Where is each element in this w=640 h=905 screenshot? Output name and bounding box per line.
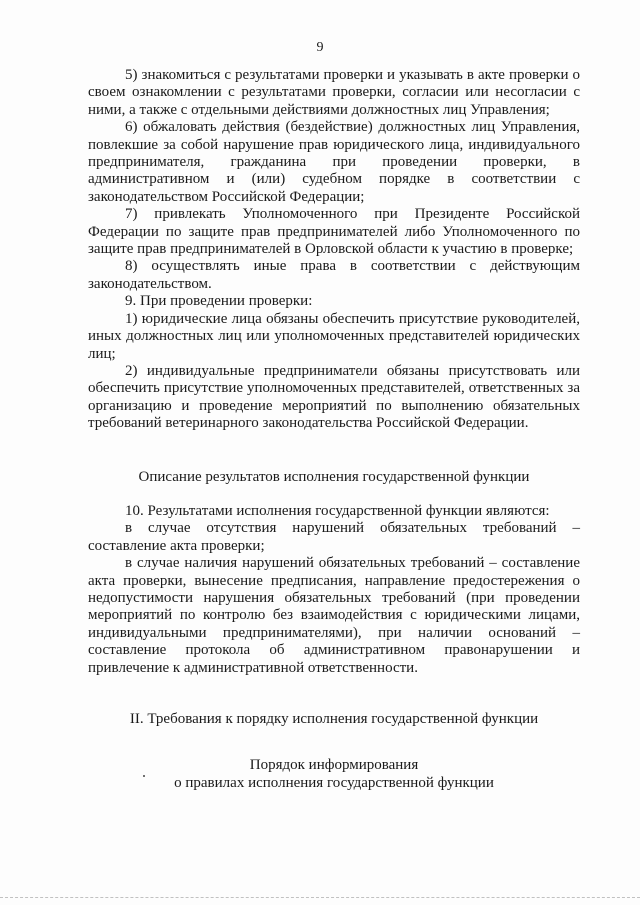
paragraph: 1) юридические лица обязаны обеспечить присутствие руководителей, иных должностных лиц или уполномоченных представителей юридических лиц; <box>88 310 580 362</box>
page-number: 9 <box>316 40 324 55</box>
subsection-heading-line2: о правилах исполнения государственной функции <box>174 774 494 791</box>
paragraph: 6) обжаловать действия (бездействие) должностных лиц Управления, повлекшие за собой нарушение прав юридического лица, индивидуального предпринимателя, гражданина при проведении проверки, в административном и (или) судебном порядке в соответствии с законодательством Российской Федерации; <box>88 119 580 205</box>
paragraph: 9. При проведении проверки: <box>125 293 313 310</box>
paragraph: 8) осуществлять иные права в соответствии с действующим законодательством. <box>88 258 580 292</box>
paragraph: 5) знакомиться с результатами проверки и указывать в акте проверки о своем ознакомлении с результатами проверки, согласии или несогласии с ними, а также с отдельными действиями должностных лиц Управления; <box>88 67 580 118</box>
section-heading-results: Описание результатов исполнения государственной функции <box>138 468 530 485</box>
paragraph: в случае наличия нарушений обязательных требований – составление акта проверки, вынесение предписания, направление предостережения о недопустимости нарушения обязательных требований (при проведении мероприятий по контролю без взаимодействия с юридическими лицами, индивидуальными предпринимателями), при наличии оснований – составление протокола об административном правонарушении и привлечение к административной ответственности. <box>88 555 580 676</box>
subsection-heading-line1: Порядок информирования <box>249 757 419 774</box>
scan-speck <box>143 775 145 777</box>
paragraph: 10. Результатами исполнения государственной функции являются: <box>125 502 550 519</box>
paragraph: 7) привлекать Уполномоченного при Президенте Российской Федерации по защите прав предпринимателей либо Уполномоченного по защите прав предпринимателей в Орловской области к участию в проверке; <box>88 206 580 258</box>
document-body <box>88 67 580 792</box>
paragraph: 2) индивидуальные предприниматели обязаны присутствовать или обеспечить присутствие уполномоченных представителей, ответственных за организацию и проведение мероприятий по выполнению обязательных требований ветеринарного законодательства Российской Федерации. <box>88 362 580 432</box>
paragraph: в случае отсутствия нарушений обязательных требований – составление акта проверки; <box>88 520 580 554</box>
scan-edge-line <box>0 897 640 899</box>
section-heading-requirements: II. Требования к порядку исполнения государственной функции <box>129 711 539 727</box>
